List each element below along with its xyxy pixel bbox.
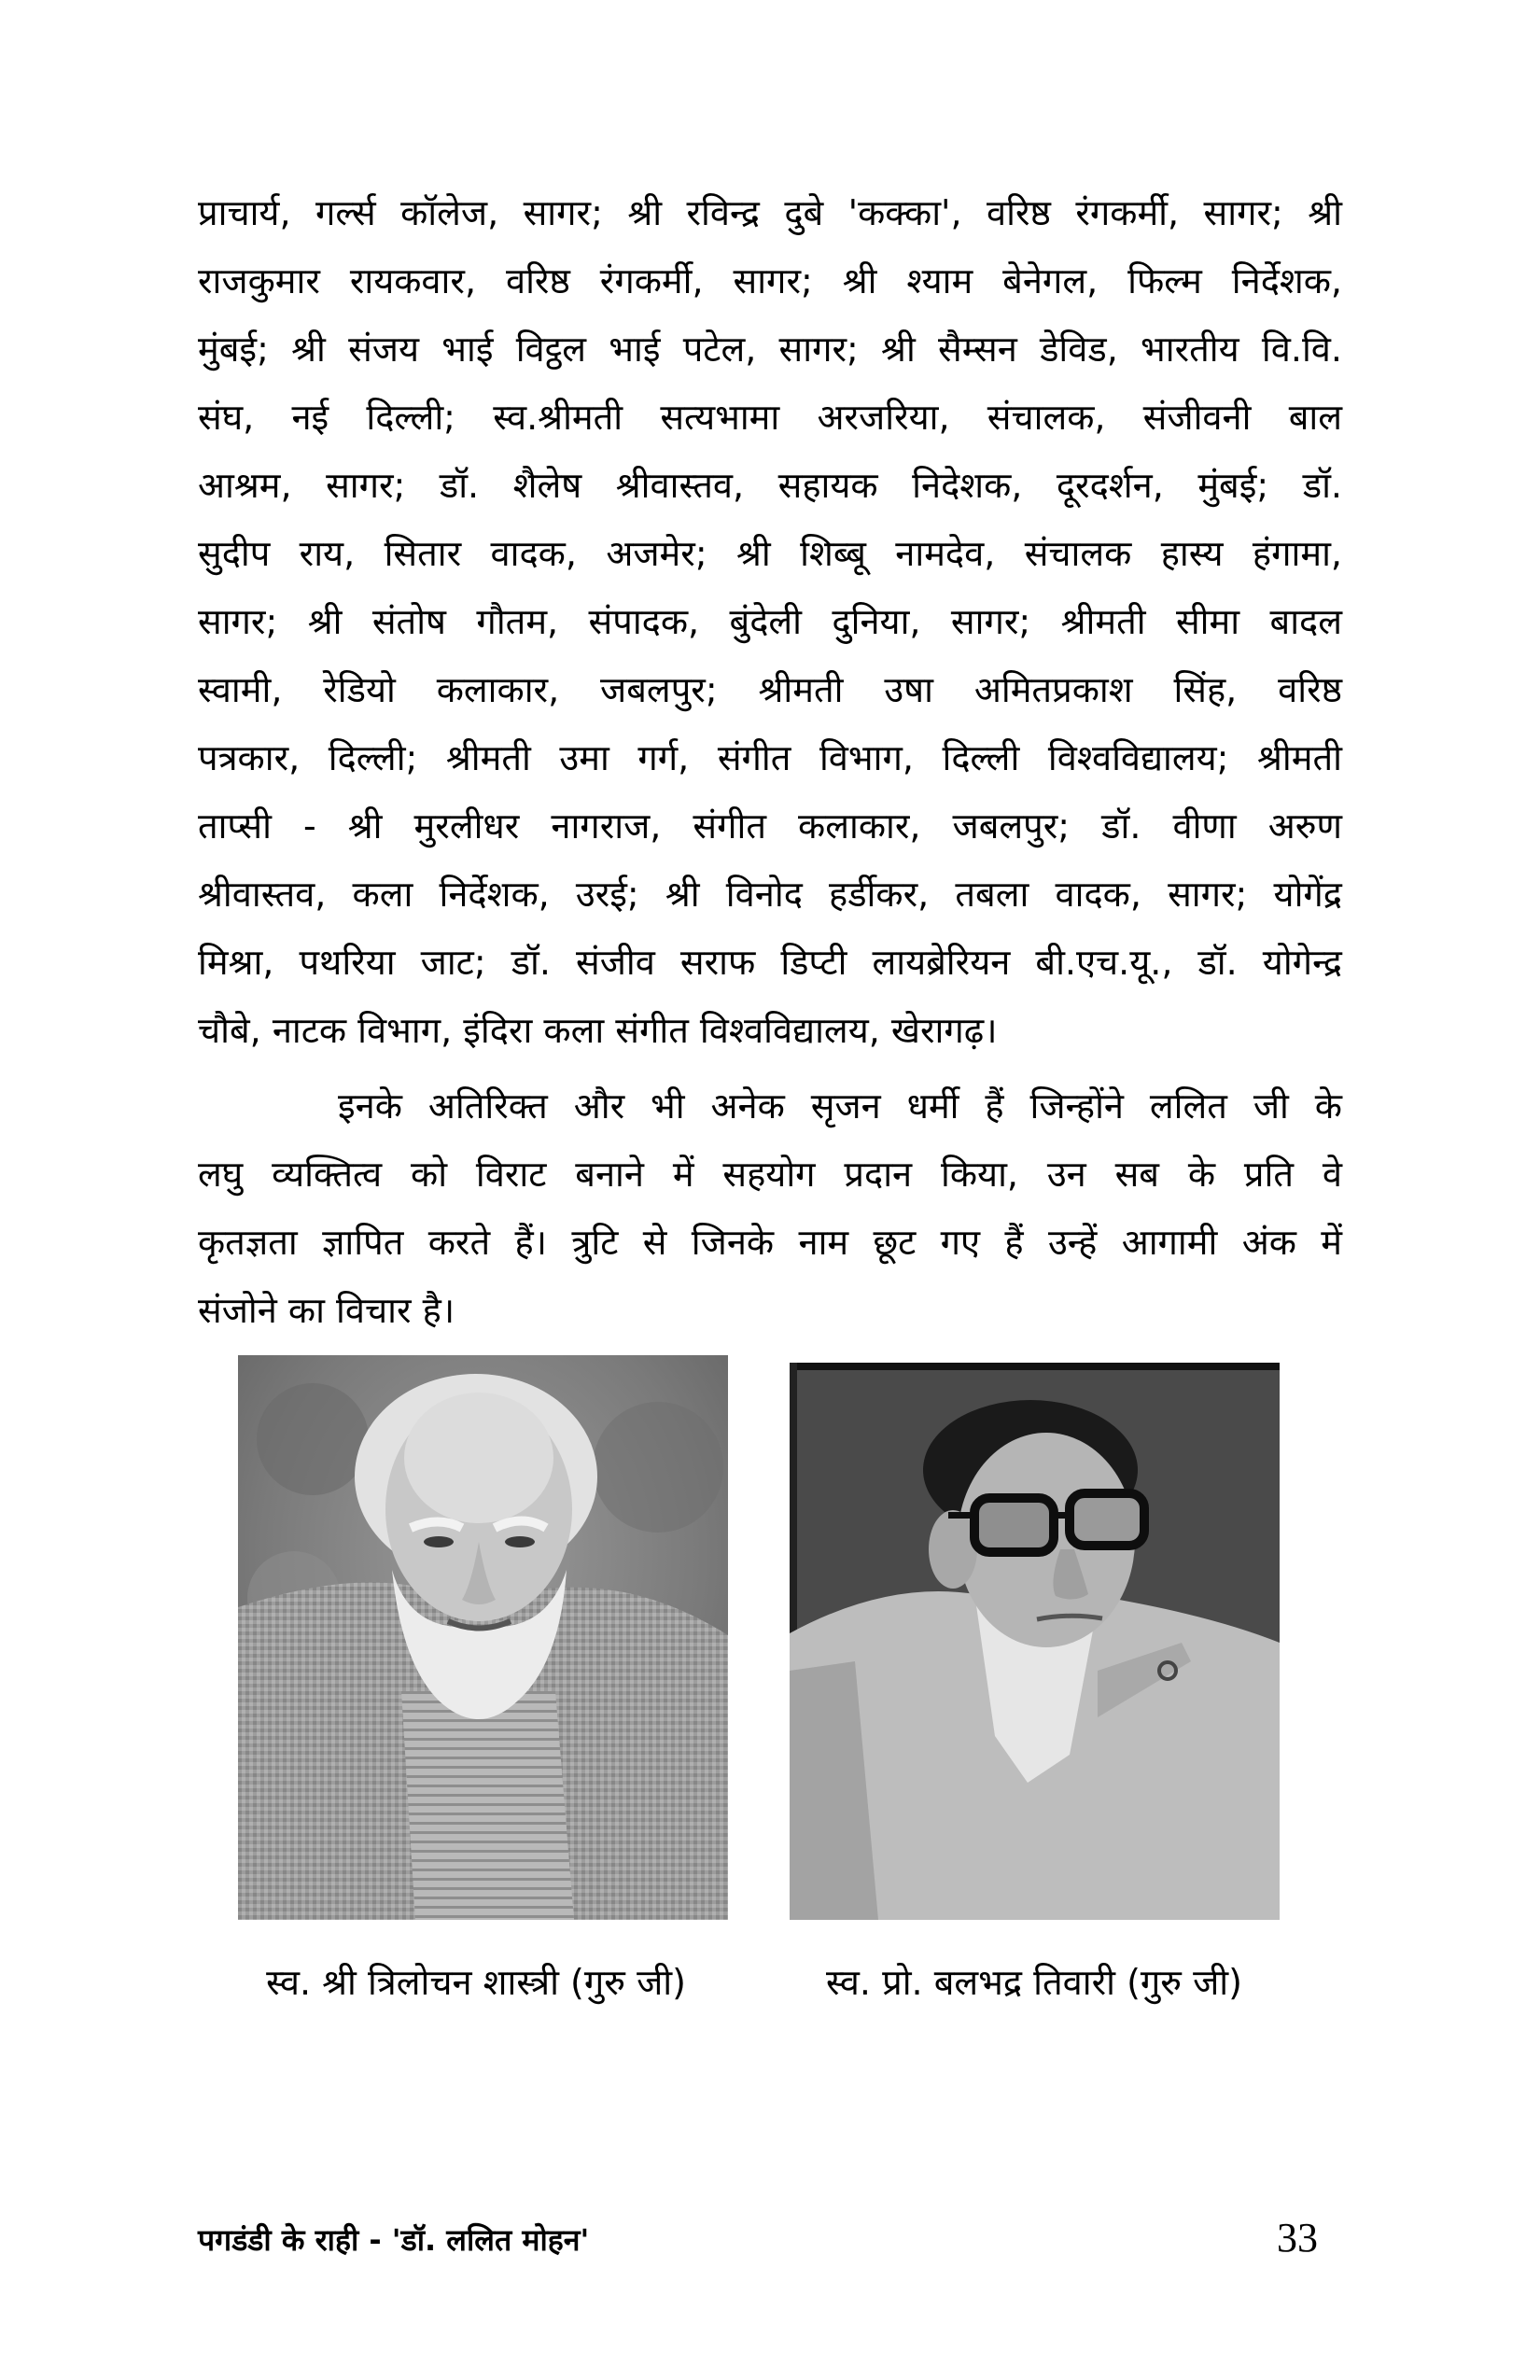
portrait-photo-balbhadra-tiwari — [790, 1363, 1280, 1920]
text-line: पत्रकार, दिल्ली; श्रीमती उमा गर्ग, संगीत विभाग, दिल्ली विश्वविद्यालय; श्रीमती — [198, 737, 1342, 778]
photo-caption: स्व. प्रो. बलभद्र तिवारी (गुरु जी) — [826, 1962, 1242, 2003]
text-line: राजकुमार रायकवार, वरिष्ठ रंगकर्मी, सागर; श्री श्याम बेनेगल, फिल्म निर्देशक, — [198, 260, 1342, 301]
photo-caption: स्व. श्री त्रिलोचन शास्त्री (गुरु जी) — [266, 1962, 686, 2003]
page-number: 33 — [1277, 2215, 1318, 2261]
text-line: प्राचार्य, गर्ल्स कॉलेज, सागर; श्री रविन्द्र दुबे 'कक्का', वरिष्ठ रंगकर्मी, सागर; श्री — [198, 192, 1342, 233]
text-line: कृतज्ञता ज्ञापित करते हैं। त्रुटि से जिनके नाम छूट गए हैं उन्हें आगामी अंक में — [198, 1222, 1342, 1263]
portrait-photo-trilochan-shastri — [238, 1355, 728, 1920]
running-footer-book-title: पगडंडी के राही - 'डॉ. ललित मोहन' — [198, 2222, 590, 2258]
text-line: श्रीवास्तव, कला निर्देशक, उरई; श्री विनोद हर्डीकर, तबला वादक, सागर; योगेंद्र — [198, 874, 1342, 915]
portrait-image — [238, 1355, 728, 1920]
text-line: मिश्रा, पथरिया जाट; डॉ. संजीव सराफ डिप्टी लायब्रेरियन बी.एच.यू., डॉ. योगेन्द्र — [198, 942, 1342, 983]
text-line: ताप्सी - श्री मुरलीधर नागराज, संगीत कलाकार, जबलपुर; डॉ. वीणा अरुण — [198, 805, 1342, 847]
text-line: संजोने का विचार है। — [198, 1290, 455, 1331]
text-line: चौबे, नाटक विभाग, इंदिरा कला संगीत विश्वविद्यालय, खेरागढ़। — [198, 1010, 998, 1051]
text-line: सुदीप राय, सितार वादक, अजमेर; श्री शिब्बू नामदेव, संचालक हास्य हंगामा, — [198, 533, 1342, 574]
text-line: इनके अतिरिक्त और भी अनेक सृजन धर्मी हैं जिन्होंने ललित जी के — [338, 1085, 1342, 1127]
portrait-image — [790, 1363, 1280, 1920]
text-line: मुंबई; श्री संजय भाई विट्ठल भाई पटेल, सागर; श्री सैम्सन डेविड, भारतीय वि.वि. — [198, 329, 1342, 370]
text-line: सागर; श्री संतोष गौतम, संपादक, बुंदेली दुनिया, सागर; श्रीमती सीमा बादल — [198, 601, 1342, 642]
text-line: संघ, नई दिल्ली; स्व.श्रीमती सत्यभामा अरजरिया, संचालक, संजीवनी बाल — [198, 397, 1342, 438]
text-line: लघु व्यक्तित्व को विराट बनाने में सहयोग प्रदान किया, उन सब के प्रति वे — [198, 1154, 1342, 1195]
text-line: आश्रम, सागर; डॉ. शैलेष श्रीवास्तव, सहायक निदेशक, दूरदर्शन, मुंबई; डॉ. — [198, 465, 1342, 506]
text-line: स्वामी, रेडियो कलाकार, जबलपुर; श्रीमती उषा अमितप्रकाश सिंह, वरिष्ठ — [198, 669, 1342, 710]
